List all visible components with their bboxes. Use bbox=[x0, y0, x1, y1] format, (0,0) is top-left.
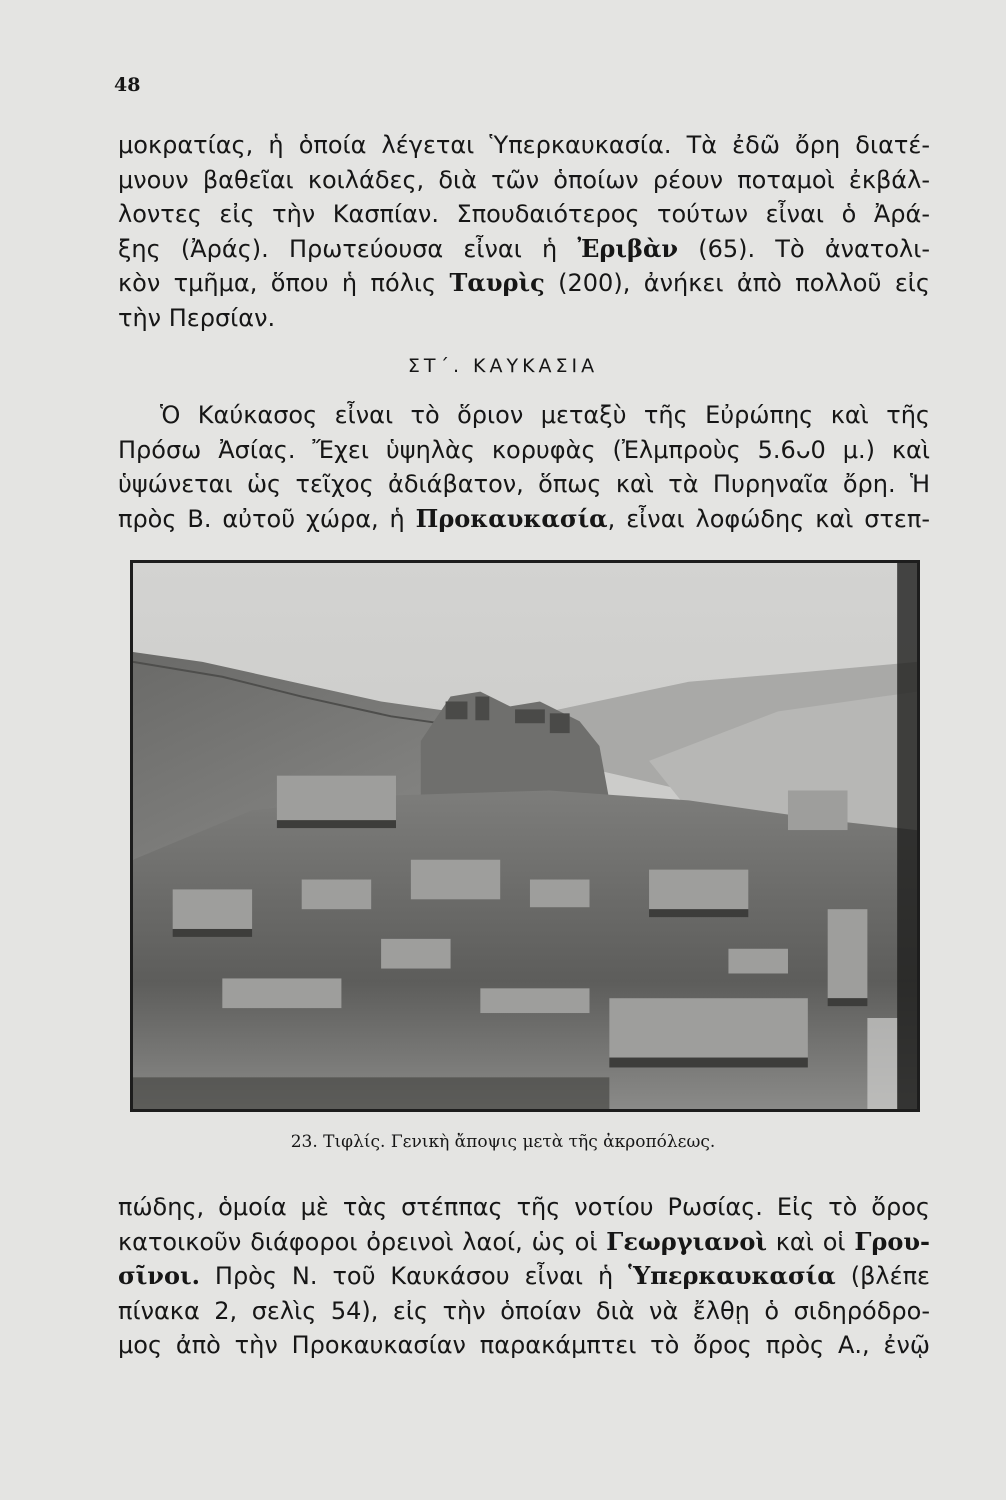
text-line: Πρόσω Ἀσίας. Ἔχει ὑψηλὰς κορυφὰς (Ἐλμπροὺς 5.6ᴗ0 μ.) καὶ bbox=[118, 435, 930, 464]
tiflis-photo-image bbox=[133, 563, 917, 1109]
text-line: σῖνοι. Πρὸς Ν. τοῦ Καυκάσου εἶναι ἡ Ὑπερκαυκασία (βλέπε bbox=[118, 1261, 931, 1290]
text-line: πρὸς Β. αὐτοῦ χώρα, ἡ Προκαυκασία, εἶναι λοφώδης καὶ στεπ- bbox=[118, 503, 930, 533]
emphasis-yperkavkasia: Ὑπερκαυκασία bbox=[628, 1261, 836, 1290]
emphasis-prokavkasia: Προκαυκασία bbox=[415, 503, 608, 533]
emphasis-georgianoi: Γεωργιανοὶ bbox=[606, 1226, 767, 1256]
emphasis-erivan: Ἐριβὰν bbox=[577, 233, 679, 263]
text-line: ξης (Ἀράς). Πρωτεύουσα εἶναι ἡ Ἐριβὰν (65). Τὸ ἀνατολι- bbox=[118, 233, 930, 263]
paragraph-peoples bbox=[118, 1190, 930, 1363]
figure-caption: 23. Τιφλίς. Γενικὴ ἄποψις μετὰ τῆς ἀκροπόλεως. bbox=[290, 1132, 716, 1152]
text-line: λοντες εἰς τὴν Κασπίαν. Σπουδαιότερος τούτων εἶναι ὁ Ἀρά- bbox=[118, 200, 930, 228]
text-line: μος ἀπὸ τὴν Προκαυκασίαν παρακάμπτει τὸ ὄρος πρὸς Α., ἐνῷ bbox=[118, 1331, 930, 1359]
text-line: κὸν τμῆμα, ὅπου ἡ πόλις Ταυρὶς (200), ἀνήκει ἀπὸ πολλοῦ εἰς bbox=[118, 268, 931, 297]
page-number: 48 bbox=[114, 74, 141, 96]
text-line: κατοικοῦν διάφοροι ὀρεινοὶ λαοί, ὡς οἱ Γεωργιανοὶ καὶ οἱ Γρου- bbox=[118, 1226, 931, 1256]
text-line: τὴν Περσίαν. bbox=[118, 303, 276, 332]
tiflis-photograph bbox=[130, 560, 920, 1112]
text-line: μοκρατίας, ἡ ὁποία λέγεται Ὑπερκαυκασία. Τὰ ἐδῶ ὄρη διατέ- bbox=[118, 131, 930, 159]
text-line: πώδης, ὁμοία μὲ τὰς στέππας τῆς νοτίου Ρωσίας. Εἰς τὸ ὄρος bbox=[118, 1193, 930, 1221]
text-line: ὑψώνεται ὡς τεῖχος ἀδιάβατον, ὅπως καὶ τὰ Πυρηναῖα ὄρη. Ἡ bbox=[118, 470, 930, 498]
text-line: πίνακα 2, σελὶς 54), εἰς τὴν ὁποίαν διὰ νὰ ἔλθῃ ὁ σιδηρόδρο- bbox=[118, 1296, 930, 1325]
text-line: μνουν βαθεῖαι κοιλάδες, διὰ τῶν ὁποίων ρέουν ποταμοὶ ἐκβάλ- bbox=[118, 165, 930, 194]
emphasis-grousinoi: Γρου- bbox=[854, 1226, 931, 1256]
emphasis-tavris: Ταυρὶς bbox=[449, 268, 545, 297]
paragraph-caucasus bbox=[118, 398, 930, 536]
emphasis-grousinoi-end: σῖνοι. bbox=[118, 1261, 200, 1290]
text-line: Ὁ Καύκασος εἶναι τὸ ὅριον μεταξὺ τῆς Εὐρώπης καὶ τῆς bbox=[160, 401, 930, 429]
paragraph-transcaucasia-intro bbox=[118, 128, 930, 335]
section-heading: ΣΤ΄. ΚΑΥΚΑΣΙΑ bbox=[407, 355, 599, 377]
